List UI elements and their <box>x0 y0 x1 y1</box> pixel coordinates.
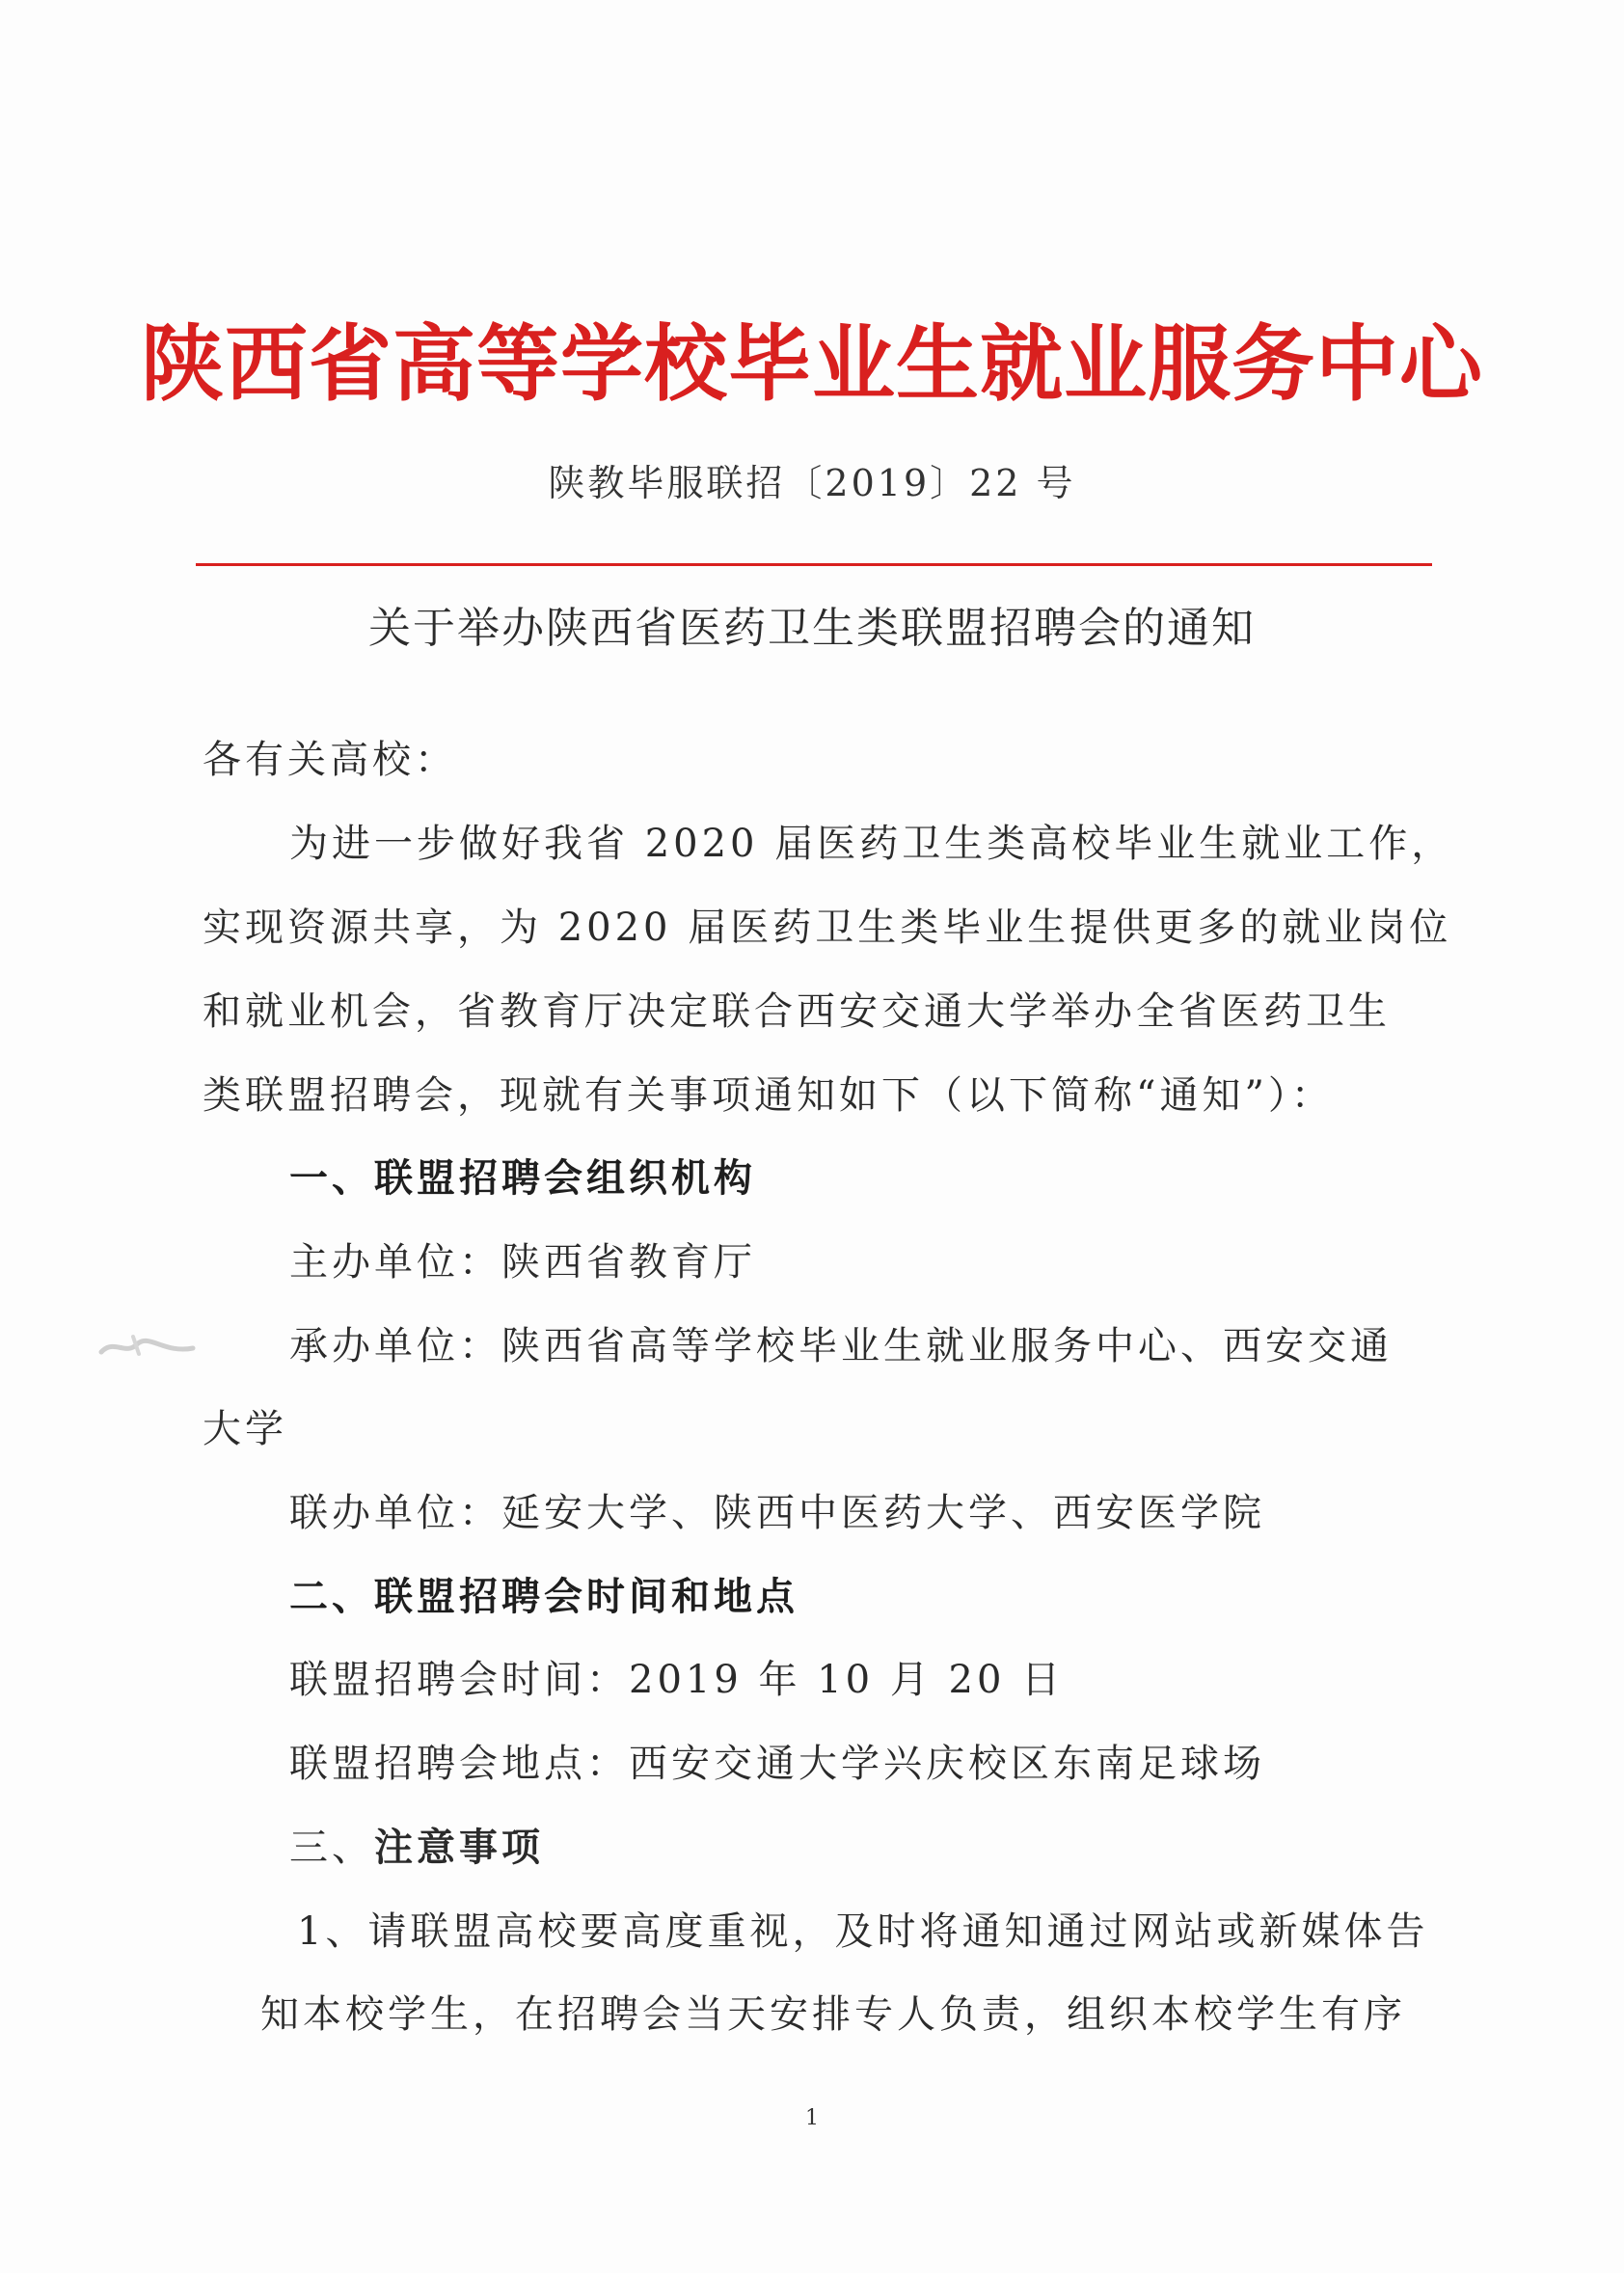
document-title: 关于举办陕西省医药卫生类联盟招聘会的通知 <box>368 604 1256 653</box>
issuer-masthead: 陕西省高等学校毕业生就业服务中心 <box>141 315 1483 413</box>
section-3-heading <box>289 1826 544 1870</box>
section-2-heading: 二、联盟招聘会时间和地点 <box>289 1575 798 1619</box>
document-number: 陕教毕服联招〔2019〕22 号 <box>548 462 1076 504</box>
organizer-unit-line-1: 承办单位：陕西省高等学校毕业生就业服务中心、西安交通 <box>289 1324 1393 1368</box>
intro-line-1: 为进一步做好我省 2020 届医药卫生类高校毕业生就业工作， <box>289 822 1454 866</box>
co-organizer-unit: 联办单位：延安大学、陕西中医药大学、西安医学院 <box>289 1491 1265 1535</box>
page-number: 1 <box>805 2106 819 2130</box>
red-divider-rule <box>196 563 1432 566</box>
intro-line-2: 实现资源共享，为 2020 届医药卫生类毕业生提供更多的就业岗位 <box>203 906 1452 950</box>
section-3-prefix: 三、 <box>289 1826 374 1870</box>
intro-line-4: 类联盟招聘会，现就有关事项通知如下（以下简称“通知”）： <box>203 1073 1334 1118</box>
scan-smudge-mark <box>96 1331 203 1360</box>
salutation: 各有关高校： <box>203 738 457 782</box>
fair-place: 联盟招聘会地点：西安交通大学兴庆校区东南足球场 <box>289 1742 1265 1786</box>
section-3-title: 注意事项 <box>374 1826 544 1870</box>
fair-time: 联盟招聘会时间：2019 年 10 月 20 日 <box>289 1658 1065 1702</box>
host-unit: 主办单位：陕西省教育厅 <box>289 1240 756 1285</box>
section-1-heading: 一、联盟招聘会组织机构 <box>289 1156 756 1201</box>
notice-item-1-line-1: 1、请联盟高校要高度重视，及时将通知通过网站或新媒体告 <box>297 1909 1429 1954</box>
intro-line-3: 和就业机会，省教育厅决定联合西安交通大学举办全省医药卫生 <box>203 989 1391 1034</box>
notice-item-1-line-2: 知本校学生，在招聘会当天安排专人负责，组织本校学生有序 <box>260 1992 1406 2037</box>
organizer-unit-line-2: 大学 <box>203 1407 287 1451</box>
